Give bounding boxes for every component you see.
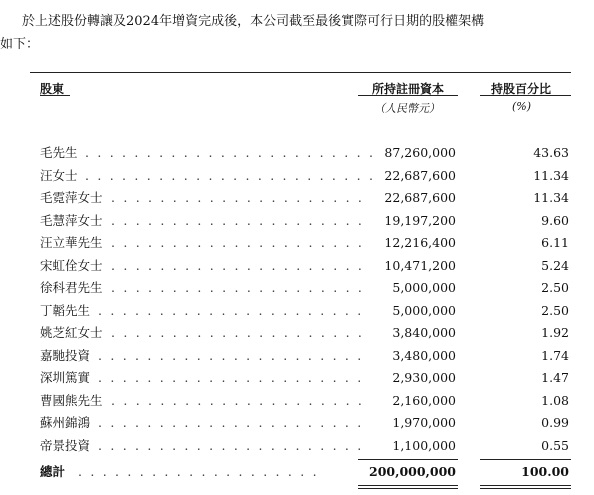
table-row <box>40 255 571 277</box>
leader-dots: . . . . . . . . . . . . . . . . . . . . . <box>111 325 365 340</box>
table-row <box>40 412 571 434</box>
table-row <box>40 210 571 232</box>
leader-dots: . . . . . . . . . . . . . . . . . . . . . <box>111 212 365 228</box>
shareholding-percentage: 1.74 <box>541 347 569 363</box>
shareholder-name: 毛先生 <box>40 145 78 160</box>
header-percentage-unit: (%) <box>512 100 532 113</box>
registered-capital: 1,970,000 <box>392 415 456 430</box>
shareholding-percentage: 5.24 <box>541 257 569 273</box>
shareholding-percentage: 6.11 <box>541 235 569 250</box>
total-pct-double-rule-2 <box>480 488 571 489</box>
total-label: 總計 <box>40 464 66 479</box>
header-percentage: 持股百分比 <box>491 82 552 96</box>
registered-capital: 87,260,000 <box>384 145 456 160</box>
registered-capital: 5,000,000 <box>392 302 456 318</box>
registered-capital: 19,197,200 <box>384 212 456 228</box>
shareholder-name: 毛霓萍女士 <box>40 190 103 205</box>
registered-capital: 10,471,200 <box>384 257 456 273</box>
leader-dots: . . . . . . . . . . . . . . . . . . . . . . <box>98 415 364 430</box>
shareholder-name: 汪立華先生 <box>40 235 103 250</box>
table-row <box>40 345 571 367</box>
shareholder-name: 姚芝紅女士 <box>40 325 103 340</box>
table-row <box>40 300 571 322</box>
shareholder-name: 深圳篤實 <box>40 370 91 385</box>
intro-paragraph <box>0 10 594 56</box>
header-shareholder: 股東 <box>40 82 65 96</box>
total-capital-double-rule-1 <box>358 485 458 486</box>
header-capital: 所持註冊資本 <box>372 82 445 96</box>
leader-dots: . . . . . . . . . . . . . . . . . . . . . <box>111 280 365 295</box>
leader-dots: . . . . . . . . . . . . . . . . . . . . . . <box>98 370 364 385</box>
header-shareholder-underline <box>40 95 70 96</box>
shareholding-percentage: 2.50 <box>541 280 569 295</box>
table-top-rule <box>30 72 571 73</box>
total-row <box>40 461 571 483</box>
leader-dots: . . . . . . . . . . . . . . . . . . . . . . . . <box>85 167 376 183</box>
shareholder-name: 蘇州錦鴻 <box>40 415 91 430</box>
header-capital-underline <box>358 95 458 96</box>
table-row <box>40 322 571 344</box>
registered-capital: 2,930,000 <box>392 370 456 385</box>
header-percentage-underline <box>480 95 571 96</box>
total-capital-double-rule-2 <box>358 488 458 489</box>
registered-capital: 5,000,000 <box>392 280 456 295</box>
total-percentage: 100.00 <box>521 464 569 479</box>
leader-dots: . . . . . . . . . . . . . . . . . . . . . . . . <box>85 145 376 160</box>
table-row <box>40 142 571 164</box>
shareholding-percentage: 2.50 <box>541 302 569 318</box>
shareholder-name: 汪女士 <box>40 167 78 183</box>
shareholding-percentage: 43.63 <box>533 145 569 160</box>
leader-dots: . . . . . . . . . . . . . . . . . . . . . . <box>98 347 364 363</box>
shareholding-percentage: 9.60 <box>541 212 569 228</box>
table-row <box>40 390 571 412</box>
intro-line-2: 如下： <box>0 37 40 52</box>
total-pct-double-rule-1 <box>480 485 571 486</box>
shareholder-name: 丁韜先生 <box>40 302 91 318</box>
shareholder-name: 曹國熊先生 <box>40 392 103 408</box>
shareholder-name: 帝景投資 <box>40 437 91 453</box>
registered-capital: 2,160,000 <box>392 392 456 408</box>
table-row <box>40 187 571 209</box>
total-pct-top-rule <box>480 459 571 460</box>
shareholder-name: 嘉馳投資 <box>40 347 91 363</box>
registered-capital: 1,100,000 <box>392 437 456 453</box>
shareholder-name: 毛慧萍女士 <box>40 212 103 228</box>
table-row <box>40 435 571 457</box>
table-row <box>40 277 571 299</box>
shareholding-percentage: 1.92 <box>541 325 569 340</box>
shareholder-name: 徐科君先生 <box>40 280 103 295</box>
registered-capital: 12,216,400 <box>384 235 456 250</box>
leader-dots: . . . . . . . . . . . . . . . . . . . . <box>78 464 319 479</box>
total-capital-top-rule <box>358 459 458 460</box>
registered-capital: 3,840,000 <box>392 325 456 340</box>
registered-capital: 22,687,600 <box>384 190 456 205</box>
leader-dots: . . . . . . . . . . . . . . . . . . . . . . <box>98 302 364 318</box>
shareholding-percentage: 1.47 <box>541 370 569 385</box>
leader-dots: . . . . . . . . . . . . . . . . . . . . . <box>111 235 365 250</box>
total-capital: 200,000,000 <box>369 464 456 479</box>
intro-line-1: 於上述股份轉讓及2024年增資完成後，本公司截至最後實際可行日期的股權架構 <box>22 14 485 29</box>
leader-dots: . . . . . . . . . . . . . . . . . . . . . <box>111 257 365 273</box>
header-capital-unit: （人民幣元） <box>374 102 440 115</box>
shareholding-percentage: 11.34 <box>533 190 569 205</box>
leader-dots: . . . . . . . . . . . . . . . . . . . . . . <box>98 437 364 453</box>
registered-capital: 22,687,600 <box>384 167 456 183</box>
table-row <box>40 165 571 187</box>
shareholding-percentage: 11.34 <box>533 167 569 183</box>
shareholding-percentage: 1.08 <box>541 392 569 408</box>
table-row <box>40 367 571 389</box>
shareholder-name: 宋虹佺女士 <box>40 257 103 273</box>
shareholding-percentage: 0.55 <box>541 437 569 453</box>
registered-capital: 3,480,000 <box>392 347 456 363</box>
leader-dots: . . . . . . . . . . . . . . . . . . . . . <box>111 392 365 408</box>
leader-dots: . . . . . . . . . . . . . . . . . . . . . <box>111 190 365 205</box>
shareholding-percentage: 0.99 <box>541 415 569 430</box>
table-row <box>40 232 571 254</box>
